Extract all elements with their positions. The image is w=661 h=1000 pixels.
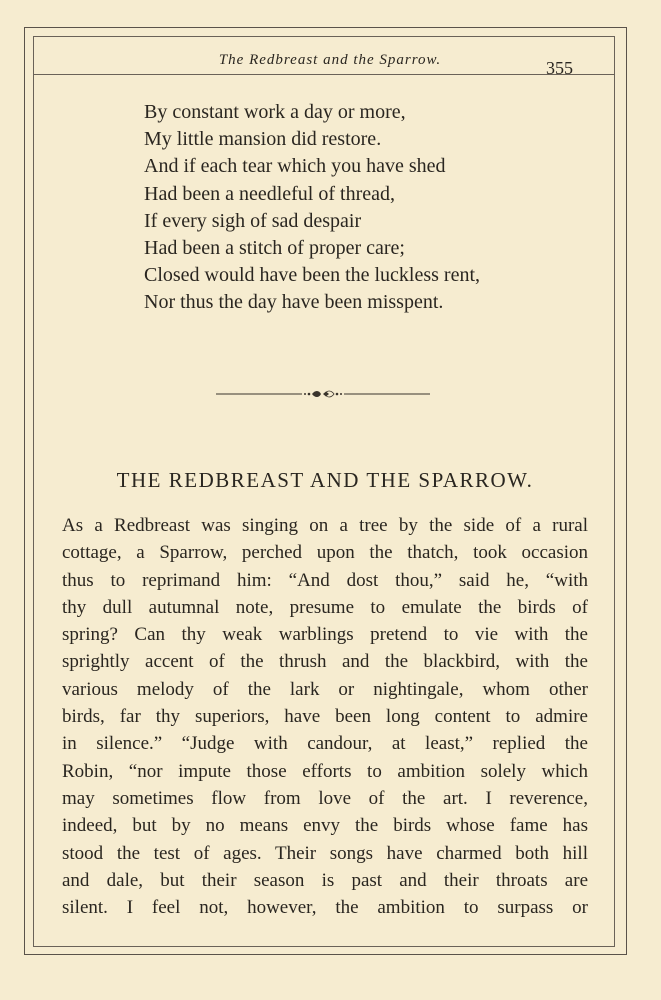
poem-line: And if each tear which you have shed <box>144 155 446 178</box>
text-line: stood the test of ages. Their songs have charmed both hill <box>62 842 588 864</box>
text-line: indeed, but by no means envy the birds whose fame has <box>62 815 588 837</box>
text-line: silent. I feel not, however, the ambition to surpass or <box>62 897 588 919</box>
header-rule <box>33 74 614 75</box>
poem-line: Nor thus the day have been misspent. <box>144 291 444 314</box>
text-line: As a Redbreast was singing on a tree by the side of a rural <box>62 515 588 536</box>
text-line: thy dull autumnal note, presume to emulate the birds of <box>62 596 588 618</box>
page-number: 355 <box>546 58 573 78</box>
poem-line: If every sigh of sad despair <box>144 209 362 232</box>
text-line: birds, far thy superiors, have been long content to admire <box>62 706 588 728</box>
poem-line: My little mansion did restore. <box>144 128 382 151</box>
poem-line: Closed would have been the luckless rent, <box>144 264 481 287</box>
text-line: in silence.” “Judge with candour, at least,” replied the <box>62 733 588 755</box>
poem <box>144 99 564 317</box>
text-line: sprightly accent of the thrush and the blackbird, with the <box>62 651 588 673</box>
body-text <box>62 512 588 921</box>
poem-line: Had been a needleful of thread, <box>144 182 395 205</box>
text-line: and dale, but their season is past and their throats are <box>62 869 588 891</box>
section-title: THE REDBREAST AND THE SPARROW. <box>116 468 534 492</box>
text-line: thus to reprimand him: “And dost thou,” said he, “with <box>62 569 588 591</box>
text-line: spring? Can thy weak warblings pretend to vie with the <box>62 624 588 646</box>
poem-line: By constant work a day or more, <box>144 101 406 123</box>
text-line: Robin, “nor impute those efforts to ambition solely which <box>62 760 588 782</box>
poem-line: Had been a stitch of proper care; <box>144 237 405 260</box>
text-line: cottage, a Sparrow, perched upon the thatch, took occasion <box>62 542 588 564</box>
text-line: various melody of the lark or nightingale, whom other <box>62 678 588 700</box>
text-line: may sometimes flow from love of the art. I reverence, <box>62 787 588 809</box>
running-head: The Redbreast and the Sparrow. <box>218 52 442 68</box>
ornamental-divider-icon <box>216 389 430 399</box>
